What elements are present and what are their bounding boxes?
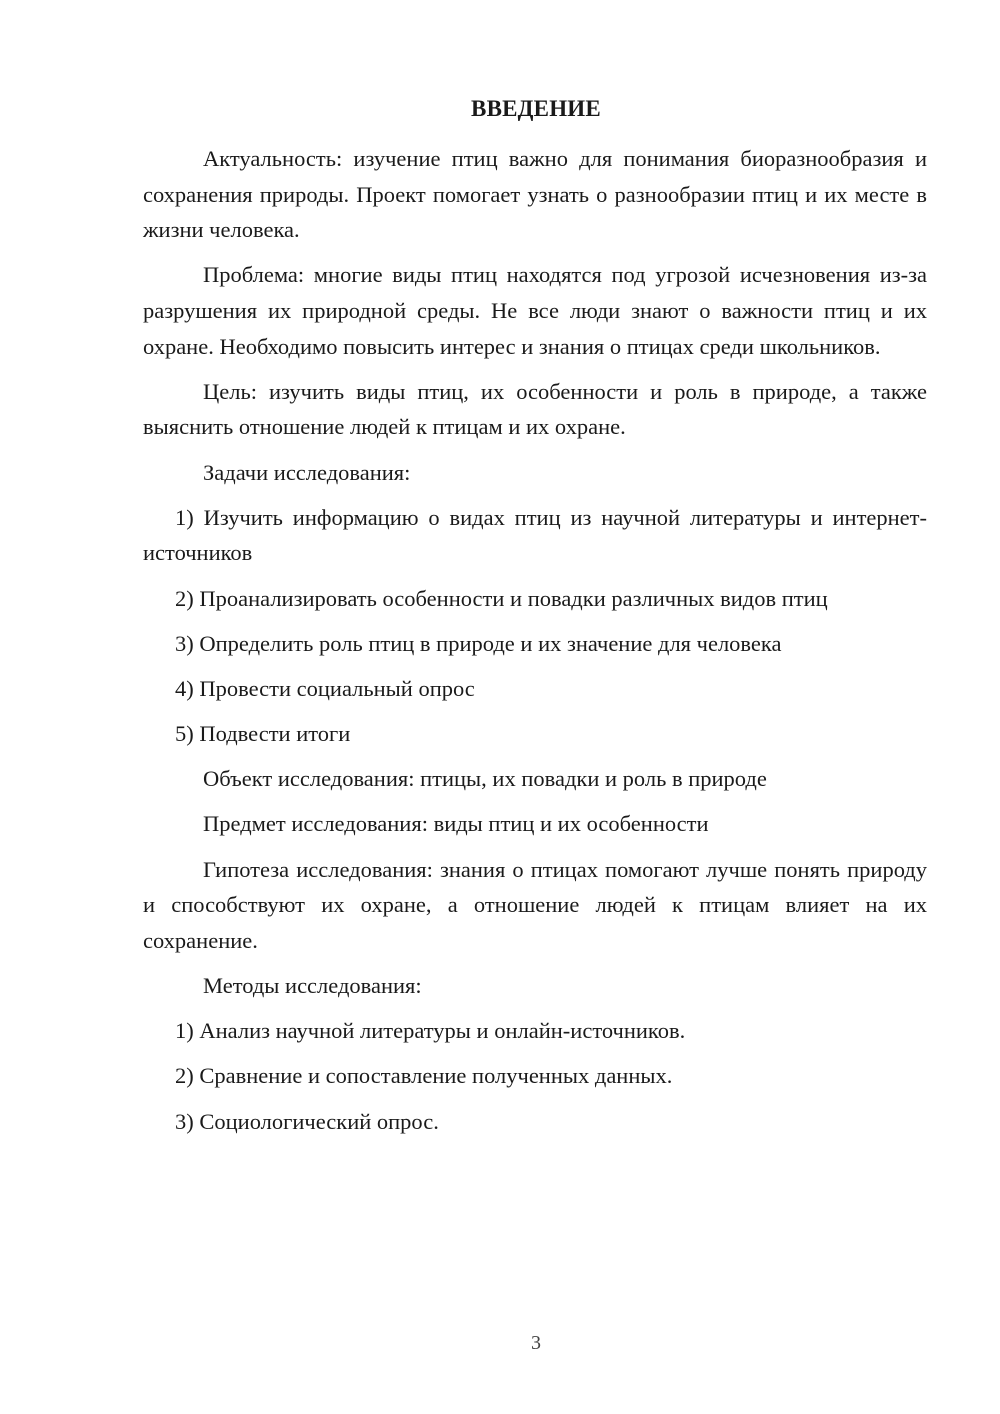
hypothesis-paragraph: Гипотеза исследования: знания о птицах помогают лучше понять природу и способствуют их охране, а отношение людей к птицам влияет на их сохранение. — [143, 856, 927, 953]
task-item-2: 2) Проанализировать особенности и повадки различных видов птиц — [175, 585, 828, 611]
method-item-2: 2) Сравнение и сопоставление полученных данных. — [175, 1063, 673, 1089]
method-item-1: 1) Анализ научной литературы и онлайн-источников. — [175, 1018, 686, 1044]
document-body — [143, 141, 927, 1149]
task-item-1: 1) Изучить информацию о видах птиц из научной литературы и интернет-источников — [143, 504, 927, 566]
tasks-heading: Задачи исследования: — [203, 459, 411, 485]
goal-paragraph: Цель: изучить виды птиц, их особенности и роль в природе, а также выяснить отношение людей к птицам и их охране. — [143, 378, 927, 440]
page-title: ВВЕДЕНИЕ — [471, 96, 601, 121]
page-number: 3 — [531, 1332, 541, 1354]
object-line: Объект исследования: птицы, их повадки и роль в природе — [203, 766, 767, 792]
subject-line: Предмет исследования: виды птиц и их особенности — [203, 811, 709, 837]
task-item-4: 4) Провести социальный опрос — [175, 675, 475, 701]
problem-paragraph: Проблема: многие виды птиц находятся под угрозой исчезновения из-за разрушения их природной среды. Не все люди знают о важности птиц и их охране. Необходимо повысить интерес и знания о птицах среди школьников. — [143, 262, 927, 359]
relevance-paragraph: Актуальность: изучение птиц важно для понимания биоразнообразия и сохранения природы. Проект помогает узнать о разнообразии птиц и их месте в жизни человека. — [143, 146, 927, 243]
methods-heading: Методы исследования: — [203, 973, 422, 998]
task-item-3: 3) Определить роль птиц в природе и их значение для человека — [175, 630, 782, 656]
task-item-5: 5) Подвести итоги — [175, 721, 351, 747]
method-item-3: 3) Социологический опрос. — [175, 1108, 439, 1134]
